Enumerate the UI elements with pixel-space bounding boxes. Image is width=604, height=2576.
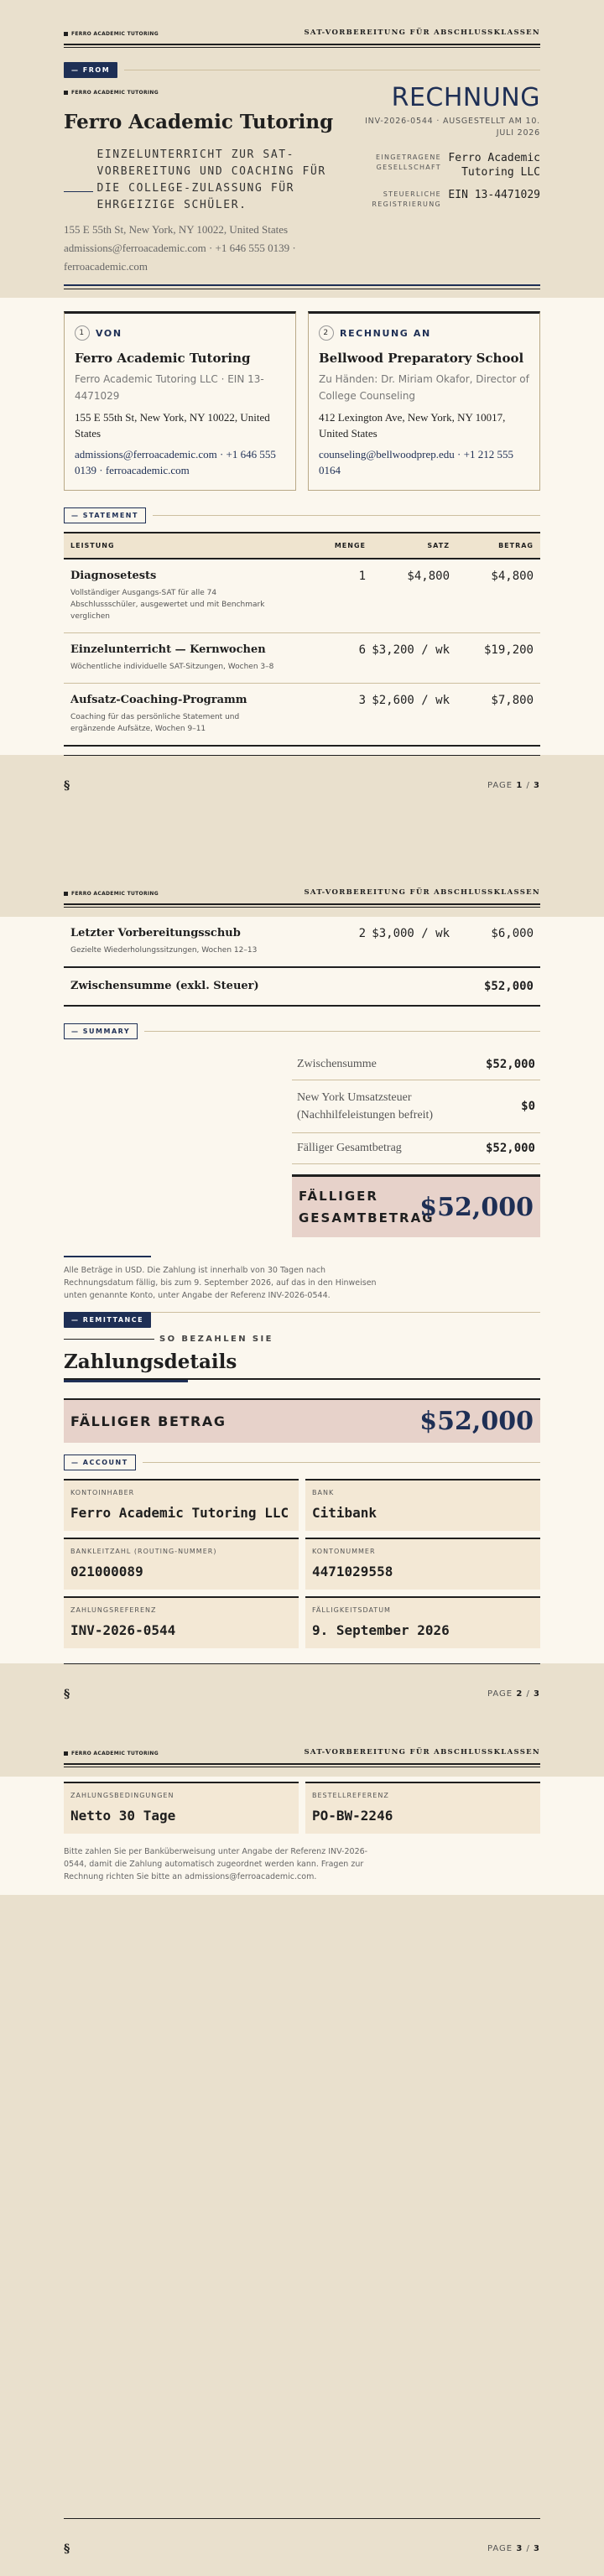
row-amt: $7,800 <box>491 694 534 707</box>
account-value: 4471029558 <box>312 1564 393 1579</box>
row-desc: Coaching für das persönliche Statement und ergänzende Aufsätze, Wochen 9–11 <box>70 713 240 733</box>
section-icon: § <box>64 778 70 793</box>
registration-label: EINGETRAGENE GESELLSCHAFT <box>376 154 441 171</box>
to-party-card <box>308 311 540 491</box>
page-1 <box>0 0 604 860</box>
table-row <box>64 559 540 633</box>
company-tagline: EINZELUNTERRICHT ZUR SAT-VORBEREITUNG UND COACHING FÜR DIE COLLEGE-ZULASSUNG FÜR EHRGEIZIGE SCHÜLER. <box>96 148 326 211</box>
accent-rule <box>64 191 93 192</box>
account-cell <box>64 1596 299 1648</box>
total-due-box <box>292 1174 540 1237</box>
page-number <box>487 781 540 790</box>
account-label: BANK <box>312 1489 335 1496</box>
account-value: 9. September 2026 <box>312 1622 450 1638</box>
page-footer <box>64 1663 540 1720</box>
summary-value: $0 <box>521 1100 535 1113</box>
row-qty: 6 <box>358 643 366 657</box>
page-sep: / <box>526 781 530 790</box>
terms-grid <box>64 1782 540 1834</box>
company-name: Ferro Academic Tutoring <box>64 111 334 133</box>
account-cell <box>305 1479 540 1531</box>
company-contact: admissions@ferroacademic.com · +1 646 555 0139 · ferroacademic.com <box>64 242 296 273</box>
account-cell <box>305 1596 540 1648</box>
current-page: 3 <box>516 2544 523 2553</box>
page-3 <box>0 1720 604 2575</box>
current-page: 1 <box>516 781 523 790</box>
payment-details-title: Zahlungsdetails <box>64 1350 540 1380</box>
from-party-card <box>64 311 296 491</box>
brand-square-icon <box>64 892 68 896</box>
header-tagline: SAT-VORBEREITUNG FÜR ABSCHLUSSKLASSEN <box>304 29 540 37</box>
brand-square-icon <box>64 32 68 36</box>
amount-due-box <box>64 1398 540 1443</box>
divider <box>144 1031 540 1032</box>
brand-mark <box>64 31 159 37</box>
account-value: 021000089 <box>70 1564 143 1579</box>
brand-mark <box>64 1751 159 1756</box>
summary-chip: — SUMMARY <box>64 1023 138 1039</box>
page-number <box>487 1689 540 1699</box>
page-sep: / <box>526 2544 530 2553</box>
step-number-icon: 2 <box>319 325 334 341</box>
amount-due-label: FÄLLIGER BETRAG <box>70 1413 226 1429</box>
header-divider <box>64 284 540 289</box>
col-qty: MENGE <box>334 542 366 549</box>
account-label: ZAHLUNGSREFERENZ <box>70 1606 157 1614</box>
account-label: KONTONUMMER <box>312 1548 376 1555</box>
page-label: PAGE <box>487 2544 513 2553</box>
brand-mark <box>64 891 159 897</box>
row-qty: 3 <box>358 694 366 707</box>
row-desc: Wöchentliche individuelle SAT-Sitzungen, Wochen 3–8 <box>70 663 274 671</box>
brand-name: FERRO ACADEMIC TUTORING <box>71 1751 159 1756</box>
current-page: 2 <box>516 1689 523 1699</box>
account-label: ZAHLUNGSBEDINGUNGEN <box>70 1792 174 1799</box>
account-value: Ferro Academic Tutoring LLC <box>70 1505 289 1521</box>
step-number-icon: 1 <box>75 325 90 341</box>
page-sep: / <box>526 1689 530 1699</box>
payment-note: Alle Beträge in USD. Die Zahlung ist innerhalb von 30 Tagen nach Rechnungsdatum fällig, bis zum 9. September 2026, auf das in den Hinweisen unten genannte Konto, unter Angabe der Referenz INV-2026-0544. <box>64 1266 377 1300</box>
from-name: Ferro Academic Tutoring <box>75 351 251 366</box>
col-amt: BETRAG <box>498 542 534 549</box>
row-title: Einzelunterricht — Kernwochen <box>70 643 266 656</box>
account-value: Netto 30 Tage <box>70 1808 176 1824</box>
section-icon: § <box>64 2542 70 2556</box>
account-label: KONTOINHABER <box>70 1489 135 1496</box>
company-mark-name: FERRO ACADEMIC TUTORING <box>71 90 159 96</box>
page-footer <box>64 2518 540 2575</box>
subtotal-value: $52,000 <box>483 980 534 993</box>
table-row <box>64 924 540 966</box>
section-icon: § <box>64 1687 70 1701</box>
tax-label: STEUERLICHE REGISTRIERUNG <box>372 190 441 208</box>
account-label: FÄLLIGKEITSDATUM <box>312 1606 391 1614</box>
invoice-subtitle: INV-2026-0544 · AUSGESTELLT AM 10. JULI 2026 <box>365 117 540 138</box>
row-amt: $19,200 <box>483 643 534 657</box>
col-desc: LEISTUNG <box>70 542 115 549</box>
brand-name: FERRO ACADEMIC TUTORING <box>71 891 159 897</box>
account-label: BESTELLREFERENZ <box>312 1792 389 1799</box>
row-qty: 1 <box>358 570 366 583</box>
divider <box>143 1462 540 1463</box>
accent-rule <box>64 1339 154 1340</box>
total-pages: 3 <box>534 2544 540 2553</box>
row-desc: Vollständiger Ausgangs-SAT für alle 74 Abschlussschüler, ausgewertet und mit Benchmark verglichen <box>70 589 265 621</box>
col-rate: SATZ <box>427 542 450 549</box>
subtotal-label: Zwischensumme (exkl. Steuer) <box>70 980 259 992</box>
summary-row <box>292 1080 540 1133</box>
page-header <box>64 860 540 905</box>
total-due-value: $52,000 <box>419 1192 534 1222</box>
to-name: Bellwood Preparatory School <box>319 351 524 366</box>
to-sub: Zu Händen: Dr. Miriam Okafor, Director of College Counseling <box>319 373 529 402</box>
account-cell <box>64 1538 299 1590</box>
invoice-header <box>0 45 604 276</box>
row-rate: $2,600 / wk <box>372 694 450 707</box>
page-footer <box>64 755 540 812</box>
amount-due-value: $52,000 <box>419 1407 534 1436</box>
how-to-pay: SO BEZAHLEN SIE <box>159 1335 273 1344</box>
page-label: PAGE <box>487 1689 513 1699</box>
brand-name: FERRO ACADEMIC TUTORING <box>71 31 159 37</box>
summary-value: $52,000 <box>485 1058 535 1071</box>
summary-box <box>292 1049 540 1237</box>
row-title: Letzter Vorbereitungsschub <box>70 927 241 939</box>
account-cell <box>305 1782 540 1834</box>
to-heading: RECHNUNG AN <box>340 327 431 339</box>
summary-row <box>292 1133 540 1164</box>
account-chip: — ACCOUNT <box>64 1455 136 1470</box>
summary-value: $52,000 <box>485 1142 535 1155</box>
row-rate: $4,800 <box>407 570 450 583</box>
row-amt: $4,800 <box>491 570 534 583</box>
company-address: 155 E 55th St, New York, NY 10022, United States <box>64 223 289 236</box>
header-tagline: SAT-VORBEREITUNG FÜR ABSCHLUSSKLASSEN <box>304 888 540 897</box>
row-desc: Gezielte Wiederholungssitzungen, Wochen 12–13 <box>70 946 258 955</box>
closing-note: Bitte zahlen Sie per Banküberweisung unter Angabe der Referenz INV-2026-0544, damit die Zahlung automatisch zugeordnet werden kann. Fragen zur Rechnung richten Sie bitte an admissions@ferroacademic.com. <box>64 1847 368 1881</box>
to-address: 412 Lexington Ave, New York, NY 10017, United States <box>319 411 506 440</box>
header-tagline: SAT-VORBEREITUNG FÜR ABSCHLUSSKLASSEN <box>304 1748 540 1756</box>
table-header <box>64 532 540 559</box>
page-header <box>64 1720 540 1765</box>
company-mark <box>64 90 357 96</box>
page-number <box>487 2544 540 2553</box>
table-row <box>64 633 540 684</box>
to-contact[interactable]: counseling@bellwoodprep.edu · +1 212 555 0164 <box>319 448 513 476</box>
registration-value: Ferro Academic Tutoring LLC <box>448 152 540 179</box>
account-value: PO-BW-2246 <box>312 1808 393 1824</box>
page-label: PAGE <box>487 781 513 790</box>
brand-square-icon <box>64 1751 68 1756</box>
table-row <box>64 684 540 747</box>
brand-square-icon <box>64 91 68 95</box>
row-rate: $3,200 / wk <box>372 643 450 657</box>
account-cell <box>305 1538 540 1590</box>
summary-label: Fälliger Gesamtbetrag <box>297 1142 402 1154</box>
total-due-label: FÄLLIGER GESAMTBETRAG <box>299 1189 435 1226</box>
from-chip: — FROM <box>64 62 117 78</box>
from-contact[interactable]: admissions@ferroacademic.com · +1 646 555 0139 · ferroacademic.com <box>75 448 276 476</box>
account-grid <box>64 1479 540 1648</box>
total-pages: 3 <box>534 1689 540 1699</box>
statement-chip: — STATEMENT <box>64 507 146 523</box>
page-header <box>64 0 540 45</box>
from-sub: Ferro Academic Tutoring LLC · EIN 13-4471029 <box>75 373 264 402</box>
account-label: BANKLEITZAHL (ROUTING-NUMMER) <box>70 1548 217 1555</box>
summary-label: New York Umsatzsteuer (Nachhilfeleistungen befreit) <box>297 1091 434 1121</box>
invoice-title: RECHNUNG <box>391 83 540 112</box>
divider <box>153 515 540 516</box>
page-2 <box>0 860 604 1720</box>
row-rate: $3,000 / wk <box>372 927 450 940</box>
row-qty: 2 <box>358 927 366 940</box>
row-title: Diagnosetests <box>70 570 157 582</box>
row-amt: $6,000 <box>491 927 534 940</box>
summary-label: Zwischensumme <box>297 1058 377 1070</box>
account-cell <box>64 1782 299 1834</box>
line-items-table <box>64 532 540 747</box>
account-value: INV-2026-0544 <box>70 1622 176 1638</box>
tax-value: EIN 13-4471029 <box>448 189 540 201</box>
remittance-chip: — REMITTANCE <box>64 1312 151 1328</box>
account-cell <box>64 1479 299 1531</box>
account-value: Citibank <box>312 1505 378 1521</box>
total-pages: 3 <box>534 781 540 790</box>
from-address: 155 E 55th St, New York, NY 10022, United States <box>75 411 270 440</box>
accent-rule <box>64 1256 151 1257</box>
row-title: Aufsatz-Coaching-Programm <box>70 694 247 706</box>
summary-row <box>292 1049 540 1080</box>
from-heading: VON <box>96 327 122 339</box>
subtotal-row <box>64 966 540 1007</box>
